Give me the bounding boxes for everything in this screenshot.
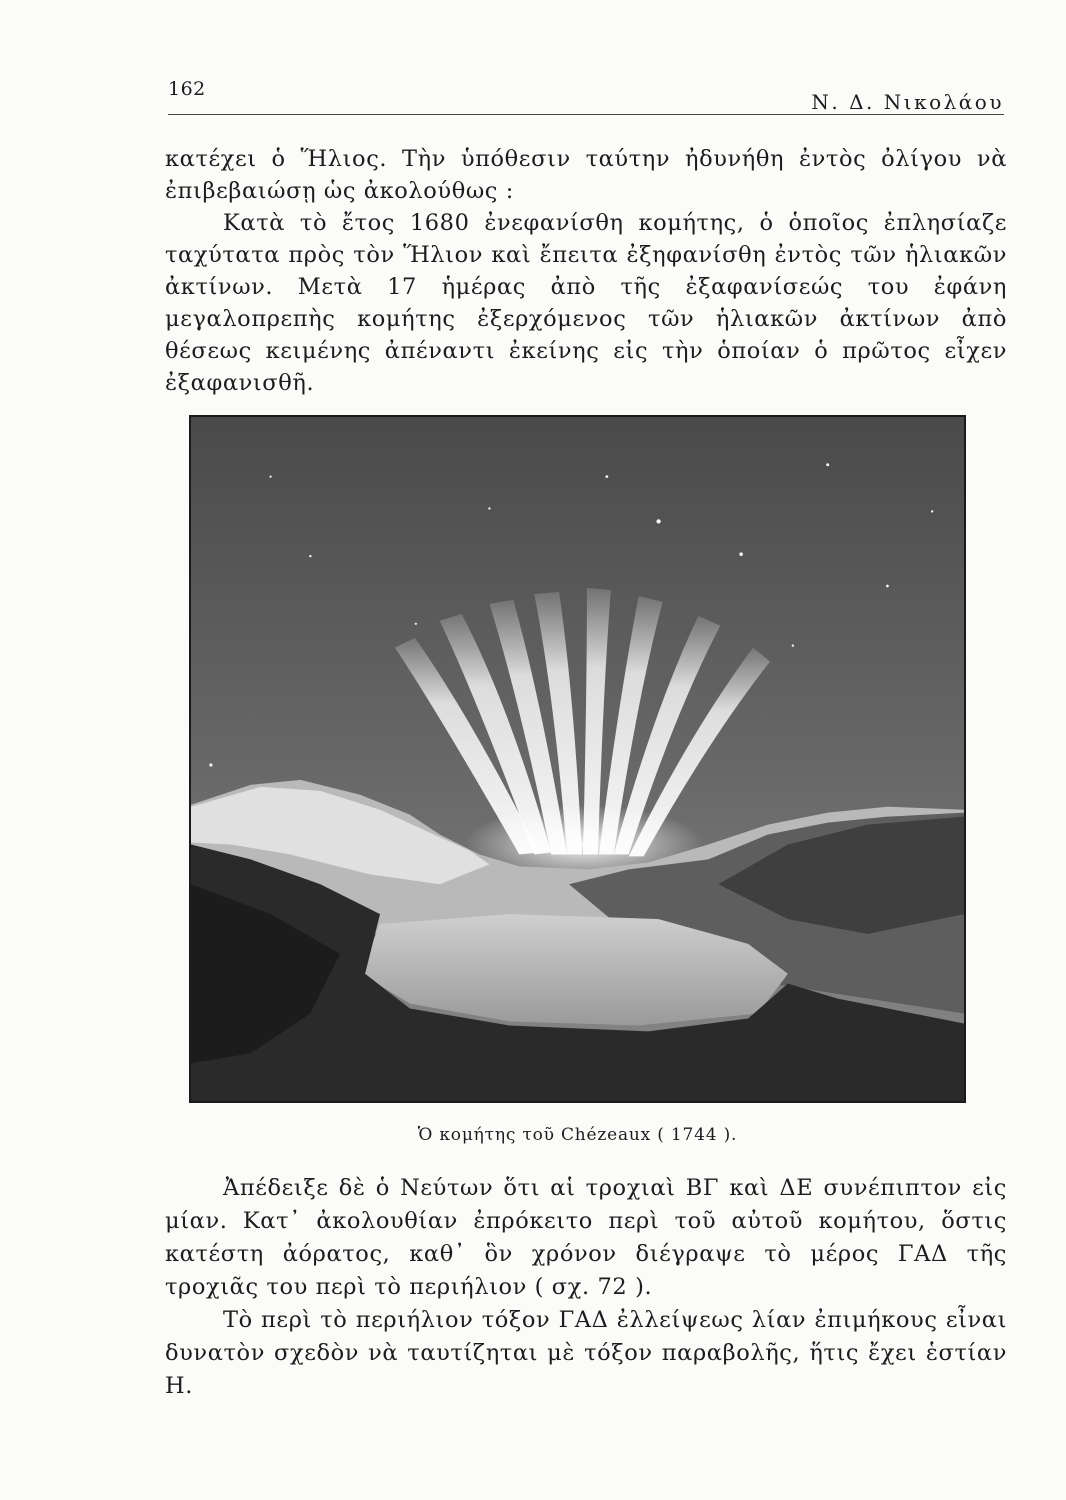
paragraph-newton: Ἀπέδειξε δὲ ὁ Νεύτων ὅτι αἱ τροχιαὶ ΒΓ καὶ ΔΕ συνέπιπτον εἰς μίαν. Κατ᾽ ἀκολουθίαν ἐπρόκειτο περὶ τοῦ αὐτοῦ κομήτου, ὅστις κατέστη ἀόρατος, καθ᾽ ὃν χρόνον διέγραψε τὸ μέρος ΓΑΔ τῆς τροχιᾶς του περὶ τὸ περιήλιον ( σχ. 72 ). <box>165 1175 1007 1300</box>
paragraph-comet-1680: Κατὰ τὸ ἔτος 1680 ἐνεφανίσθη κομήτης, ὁ ὁποῖος ἐπλησίαζε ταχύτατα πρὸς τὸν Ἥλιον καὶ ἔπειτα ἐξηφανίσθη ἐντὸς τῶν ἡλιακῶν ἀκτίνων. Μετὰ 17 ἡμέρας ἀπὸ τῆς ἐξαφανίσεώς του ἐφάνη μεγαλοπρεπὴς κομήτης ἐξερχόμενος τῶν ἡλιακῶν ἀκτίνων ἀπὸ θέσεως κειμένης ἀπέναντι ἐκείνης εἰς τὴν ὁποίαν ὁ πρῶτος εἶχεν ἐξαφανισθῆ. <box>165 210 1007 396</box>
paragraph-parabola: Τὸ περὶ τὸ περιήλιον τόξον ΓΑΔ ἐλλείψεως λίαν ἐπιμήκους εἶναι δυνατὸν σχεδὸν νὰ ταυτίζηται μὲ τόξον παραβολῆς, ἥτις ἔχει ἑστίαν Η. <box>165 1307 1007 1399</box>
top-text-block <box>165 143 1007 399</box>
figure-caption: Ὁ κομήτης τοῦ Chézeaux ( 1744 ). <box>417 1125 738 1145</box>
comet-illustration <box>189 415 966 1103</box>
running-head: Ν. Δ. Νικολάου <box>811 90 1004 114</box>
page-header <box>168 72 1004 116</box>
page-number: 162 <box>168 78 206 100</box>
paragraph-continuation: κατέχει ὁ Ἥλιος. Τὴν ὑπόθεσιν ταύτην ἠδυνήθη ἐντὸς ὀλίγου νὰ ἐπιβεβαιώσῃ ὡς ἀκολούθως : <box>165 146 1007 204</box>
header-rule <box>168 114 1004 115</box>
bottom-text-block <box>165 1172 1007 1403</box>
